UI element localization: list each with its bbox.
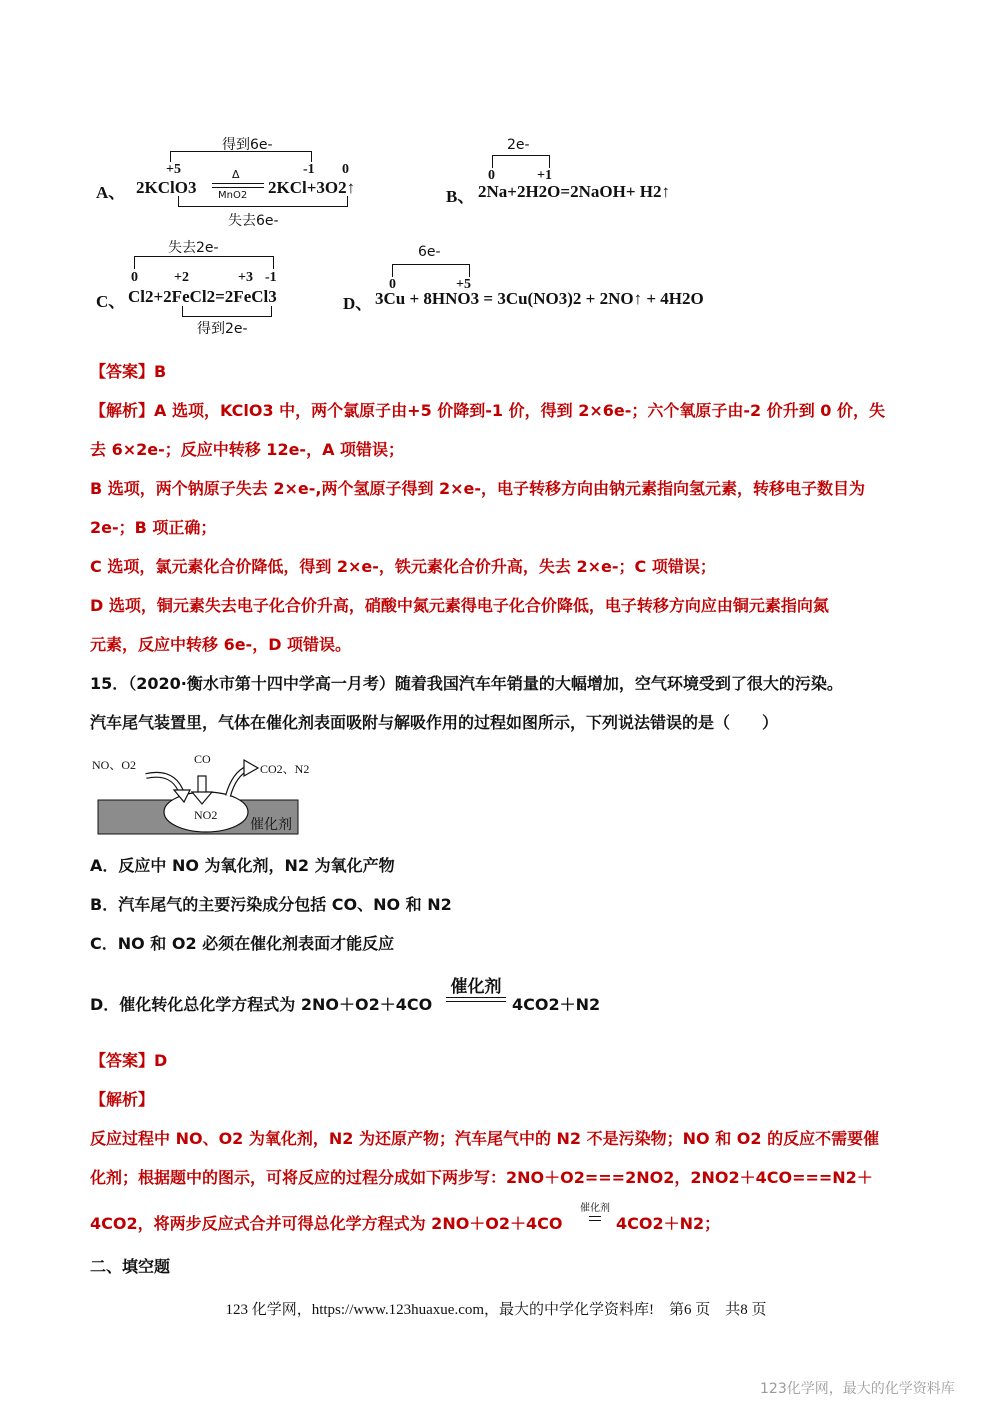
a-ox-mid: -1 [303,162,315,177]
c-bottom-bracket [182,306,272,317]
page-footer: 123 化学网，https://www.123huaxue.com，最大的中学化学资料库! 第6 页 共8 页 [225,1302,767,1318]
d-ox-right: +5 [456,277,471,292]
a-top-bracket [170,151,312,162]
b-ox-right: +1 [537,168,552,183]
fig-in-label: NO、O2 [92,758,136,772]
watermark: 123化学网，最大的化学资料库 [760,1381,955,1397]
q15-stem-line1: 15．（2020·衡水市第十四中学高一月考）随着我国汽车年销量的大幅增加，空气环境受到了很大的污染。 [90,674,843,693]
a-top-note: 得到6e- [222,137,273,153]
d-equation: 3Cu + 8HNO3 = 3Cu(NO3)2 + 2NO↑ + 4H2O [375,289,704,308]
q14-analysis-line3: B 选项，两个钠原子失去 2×e-,两个氢原子得到 2×e-，电子转移方向由钠元素指向氢元素，转移电子数目为 [90,479,866,498]
d-top-bracket [392,264,470,277]
q15-option-a: A．反应中 NO 为氧化剂，N2 为氧化产物 [90,856,395,875]
q15-analysis-title: 【解析】 [90,1090,155,1109]
q14-analysis-line7: 元素，反应中转移 6e-，D 项错误。 [90,635,352,654]
q14-analysis-line1: 【解析】A 选项，KClO3 中，两个氯原子由+5 价降到-1 价，得到 2×6e-；六个氧原子由-2 价升到 0 价，失 [90,401,885,420]
q15-stem-line2: 汽车尾气装置里，气体在催化剂表面吸附与解吸作用的过程如图所示，下列说法错误的是（ ） [90,713,779,732]
a-label: A、 [96,183,126,202]
fig-catalyst-label: 催化剂 [250,817,292,833]
a-cond-line [212,183,264,188]
q14-analysis-line4: 2e-；B 项正确； [90,518,217,537]
d-top-note: 6e- [418,244,441,260]
b-label: B、 [446,187,475,206]
b-top-note: 2e- [507,137,530,153]
q14-analysis-line5: C 选项，氯元素化合价降低，得到 2×e-，铁元素化合价升高，失去 2×e-；C 项错误； [90,557,716,576]
a-bottom-bracket [178,196,348,207]
fig-out-label: CO2、N2 [260,762,310,776]
a-eq-left: 2KClO3 [136,178,197,197]
a-bottom-note: 失去6e- [228,213,279,229]
c-ox1: 0 [131,270,138,285]
q15-option-d-product: 4CO2＋N2 [512,995,601,1014]
q15-option-d-arrow [446,972,506,1002]
section-heading: 二、填空题 [90,1257,171,1276]
catalyst-figure [88,748,318,840]
a-eq-right: 2KCl+3O2↑ [268,178,356,197]
c-top-note: 失去2e- [168,240,219,256]
q15-option-b: B．汽车尾气的主要污染成分包括 CO、NO 和 N2 [90,895,452,914]
d-label: D、 [343,294,373,313]
a-ox-right: 0 [342,162,349,177]
fig-co-label: CO [194,752,211,766]
q15-analysis-line1: 反应过程中 NO、O2 为氧化剂，N2 为还原产物；汽车尾气中的 N2 不是污染物；NO 和 O2 的反应不需要催 [90,1129,880,1148]
q14-analysis-line6: D 选项，铜元素失去电子化合价升高，硝酸中氮元素得电子化合价降低，电子转移方向应由铜元素指向氮 [90,596,829,615]
q15-answer: 【答案】D [90,1051,168,1070]
q14-analysis-line2: 去 6×2e-；反应中转移 12e-，A 项错误； [90,440,405,459]
c-label: C、 [96,292,126,311]
q15-analysis-catalyst: 催化剂 [580,1203,610,1214]
fig-mid-label: NO2 [194,808,218,822]
c-ox4: -1 [265,270,277,285]
b-equation: 2Na+2H2O=2NaOH+ H2↑ [478,182,670,201]
q15-option-d-text: D．催化转化总化学方程式为 2NO＋O2＋4CO [90,995,433,1014]
c-ox2: +2 [174,270,189,285]
b-top-bracket [492,155,550,168]
d-ox-left: 0 [389,277,396,292]
c-equation: Cl2+2FeCl2=2FeCl3 [128,287,277,306]
q15-analysis-tail: 4CO2＋N2； [616,1214,721,1233]
c-top-bracket [134,256,274,269]
q15-analysis-arrow [578,1199,612,1221]
q15-option-c: C．NO 和 O2 必须在催化剂表面才能反应 [90,934,395,953]
a-ox-left: +5 [166,162,181,177]
q14-answer: 【答案】B [90,362,167,381]
b-ox-left: 0 [488,168,495,183]
co-arrow [198,776,206,794]
q15-analysis-line2: 化剂；根据题中的图示，可将反应的过程分成如下两步写：2NO＋O2===2NO2，2NO2＋4CO===N2＋ [90,1168,873,1187]
q15-analysis-line3-text: 4CO2，将两步反应式合并可得总化学方程式为 2NO＋O2＋4CO [90,1214,563,1233]
a-cond-top: Δ [232,168,240,181]
c-bottom-note: 得到2e- [197,321,248,337]
q15-option-d-catalyst: 催化剂 [450,977,502,997]
a-cond-bottom: MnO2 [218,190,248,201]
c-ox3: +3 [238,270,253,285]
q15-analysis-line3 [90,1203,721,1234]
q15-option-d [90,977,601,1015]
